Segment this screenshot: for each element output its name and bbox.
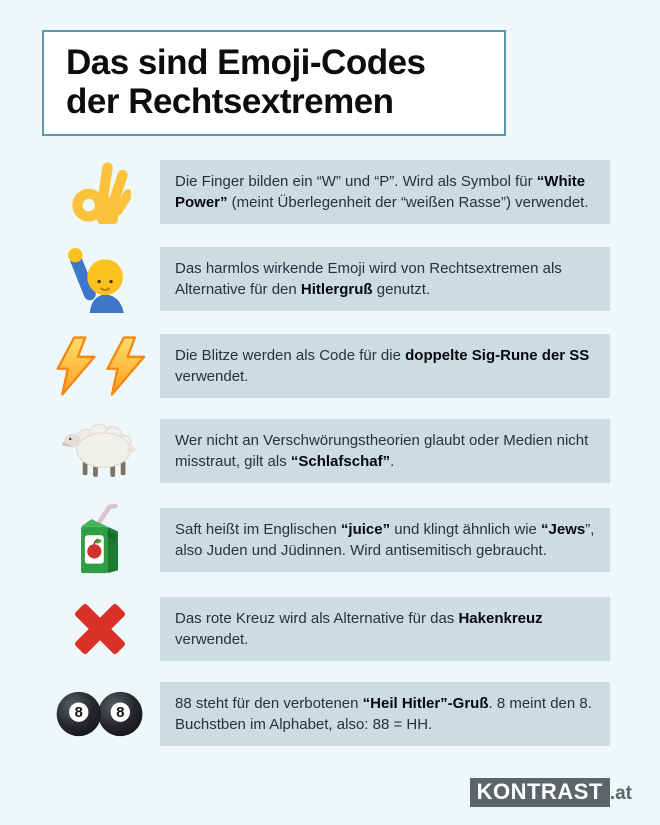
ok-hand-emoji — [40, 160, 160, 224]
emoji-rows — [0, 160, 660, 767]
row-88 — [0, 682, 660, 746]
kontrast-logo-suffix: .at — [609, 783, 632, 804]
man-raising-hand-emoji — [40, 245, 160, 313]
text-bubble — [160, 160, 610, 224]
bubble-text: Wer nicht an Verschwörungstheorien glaubt oder Medien nicht misstraut, gilt als “Schlafschaf”. — [175, 432, 589, 470]
text-bubble — [160, 597, 610, 661]
row-schlafschaf — [0, 419, 660, 483]
juice-box-emoji — [40, 504, 160, 576]
svg-text:8: 8 — [74, 705, 83, 722]
bubble-text: Das rote Kreuz wird als Alternative für das Hakenkreuz verwendet. — [175, 610, 543, 648]
footer-logo — [470, 778, 632, 807]
text-bubble — [160, 508, 610, 572]
text-bubble — [160, 682, 610, 746]
kontrast-logo: KONTRAST — [470, 778, 610, 807]
red-cross-emoji — [40, 599, 160, 659]
text-bubble — [160, 419, 610, 483]
bubble-text: Die Blitze werden als Code für die doppelte Sig-Rune der SS verwendet. — [175, 347, 590, 385]
page-title — [66, 43, 484, 121]
svg-text:8: 8 — [116, 705, 125, 722]
page-title-line2: der Rechtsextremen — [66, 82, 394, 121]
text-bubble — [160, 334, 610, 398]
text-bubble — [160, 247, 610, 311]
bubble-text: Die Finger bilden ein “W” und “P”. Wird als Symbol für “White Power” (meint Überlegenheit der “weißen Rasse”) verwendet. — [175, 173, 589, 211]
row-white-power — [0, 160, 660, 224]
double-eight-ball-emoji — [40, 690, 160, 738]
bubble-text: Das harmlos wirkende Emoji wird von Rechtsextremen als Alternative für den Hitlergruß genutzt. — [175, 260, 562, 298]
row-hitlergruss — [0, 245, 660, 313]
header-box — [42, 30, 506, 136]
sheep-emoji — [40, 422, 160, 480]
row-sig-rune — [0, 334, 660, 398]
row-juice — [0, 504, 660, 576]
page-title-line1: Das sind Emoji-Codes — [66, 43, 426, 82]
bubble-text: 88 steht für den verbotenen “Heil Hitler”-Gruß. 8 meint den 8. Buchstben im Alphabet, also: 88 = HH. — [175, 695, 592, 733]
bubble-text: Saft heißt im Englischen “juice” und klingt ähnlich wie “Jews”, also Juden und Jüdinnen. Wird antisemitisch gebraucht. — [175, 521, 595, 559]
row-hakenkreuz — [0, 597, 660, 661]
double-lightning-emoji — [40, 335, 160, 397]
